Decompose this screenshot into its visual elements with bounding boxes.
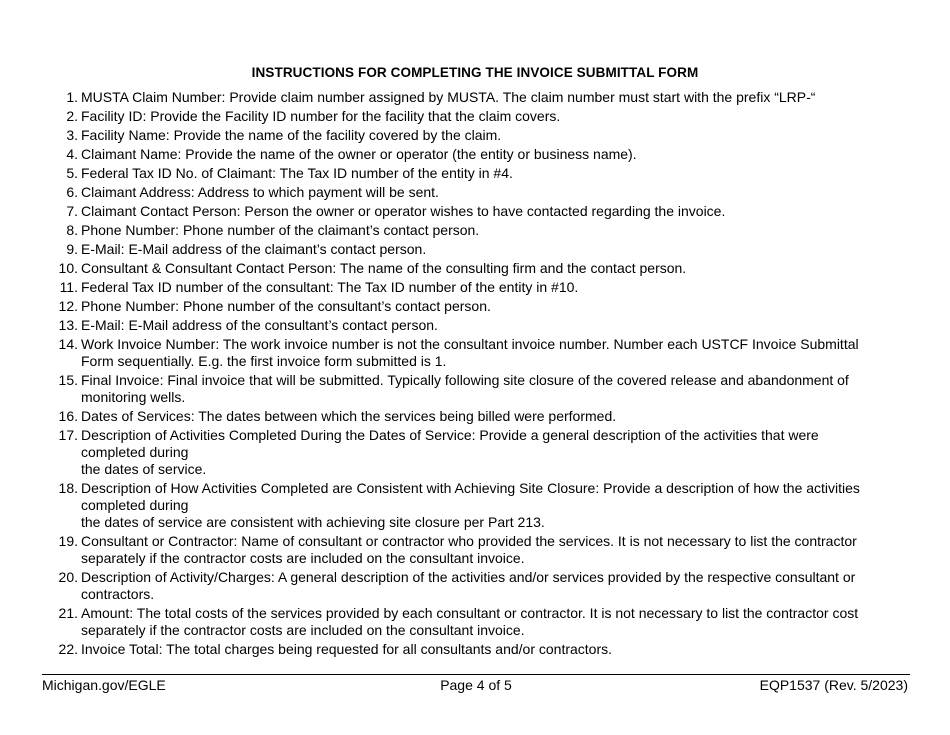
list-item (44, 108, 904, 125)
item-number: 20. (58, 569, 78, 585)
item-text: Phone Number: Phone number of the claimant’s contact person. (81, 222, 480, 238)
item-number: 12. (58, 298, 78, 314)
list-item (44, 146, 904, 163)
item-text: Description of How Activities Completed are Consistent with Achieving Site Closure: Provide a description of how the activities completed during the dates of service are consistent with achieving site closure per Part 213. (81, 480, 860, 530)
item-text: Consultant or Contractor: Name of consultant or contractor who provided the services. It is not necessary to list the contractor separately if the contractor costs are included on the consultant invoice. (81, 533, 857, 566)
item-number: 3. (66, 127, 78, 143)
list-item (44, 241, 904, 258)
instructions-list (44, 89, 904, 660)
list-item (44, 427, 904, 478)
item-text: Facility ID: Provide the Facility ID number for the facility that the claim covers. (81, 108, 561, 124)
item-number: 4. (66, 146, 78, 162)
item-number: 11. (59, 279, 78, 295)
list-item (44, 480, 904, 531)
list-item (44, 569, 904, 603)
list-item (44, 372, 904, 406)
item-text: Claimant Contact Person: Person the owner or operator wishes to have contacted regarding the invoice. (81, 203, 726, 219)
page-footer (42, 677, 910, 695)
item-text: E-Mail: E-Mail address of the consultant’s contact person. (81, 317, 438, 333)
item-text: Claimant Address: Address to which payment will be sent. (81, 184, 439, 200)
list-item (44, 127, 904, 144)
list-item (44, 184, 904, 201)
item-number: 17. (58, 427, 78, 443)
list-item (44, 89, 904, 106)
item-text: Invoice Total: The total charges being requested for all consultants and/or contractors. (81, 641, 613, 657)
item-number: 15. (58, 372, 78, 388)
list-item (44, 408, 904, 425)
item-text: Work Invoice Number: The work invoice number is not the consultant invoice number. Number each USTCF Invoice Submittal Form sequentially. E.g. the first invoice form submitted is 1. (81, 336, 859, 369)
item-text: MUSTA Claim Number: Provide claim number assigned by MUSTA. The claim number must start with the prefix “LRP-“ (81, 89, 816, 105)
list-item (44, 260, 904, 277)
item-text: Dates of Services: The dates between which the services being billed were performed. (81, 408, 617, 424)
item-number: 7. (66, 203, 78, 219)
item-text: Final Invoice: Final invoice that will be submitted. Typically following site closure of the covered release and abandonment of monitoring wells. (81, 372, 849, 405)
item-text: Facility Name: Provide the name of the facility covered by the claim. (81, 127, 502, 143)
list-item (44, 336, 904, 370)
item-text: Federal Tax ID No. of Claimant: The Tax ID number of the entity in #4. (81, 165, 513, 181)
footer-website: Michigan.gov/EGLE (42, 677, 166, 693)
item-text: Description of Activity/Charges: A general description of the activities and/or services provided by the respective consultant or contractors. (81, 569, 856, 602)
list-item (44, 605, 904, 639)
list-item (44, 165, 904, 182)
item-number: 8. (66, 222, 78, 238)
item-text: Claimant Name: Provide the name of the owner or operator (the entity or business name). (81, 146, 637, 162)
item-number: 18. (58, 480, 78, 496)
item-number: 21. (58, 605, 78, 621)
item-number: 6. (66, 184, 78, 200)
item-text: Phone Number: Phone number of the consultant’s contact person. (81, 298, 491, 314)
item-text: Amount: The total costs of the services provided by each consultant or contractor. It is not necessary to list the contractor cost separately if the contractor costs are included on the consultant invoice. (81, 605, 859, 638)
page-title: INSTRUCTIONS FOR COMPLETING THE INVOICE SUBMITTAL FORM (251, 65, 699, 80)
list-item (44, 222, 904, 239)
list-item (44, 317, 904, 334)
list-item (44, 533, 904, 567)
item-number: 10. (58, 260, 78, 276)
item-text: Description of Activities Completed During the Dates of Service: Provide a general description of the activities that were completed during the dates of service. (81, 427, 819, 477)
footer-form-number: EQP1537 (Rev. 5/2023) (759, 677, 908, 693)
item-text: Consultant & Consultant Contact Person: The name of the consulting firm and the contact person. (81, 260, 687, 276)
item-number: 22. (58, 641, 78, 657)
list-item (44, 203, 904, 220)
item-number: 2. (66, 108, 78, 124)
footer-divider (42, 674, 910, 675)
item-number: 5. (66, 165, 78, 181)
item-number: 19. (58, 533, 78, 549)
item-text: E-Mail: E-Mail address of the claimant’s contact person. (81, 241, 427, 257)
item-number: 1. (66, 89, 78, 105)
list-item (44, 641, 904, 658)
list-item (44, 279, 904, 296)
footer-page-number: Page 4 of 5 (440, 677, 512, 693)
item-number: 14. (58, 336, 78, 352)
item-number: 13. (58, 317, 78, 333)
list-item (44, 298, 904, 315)
item-number: 16. (58, 408, 78, 424)
item-text: Federal Tax ID number of the consultant: The Tax ID number of the entity in #10. (81, 279, 579, 295)
item-number: 9. (66, 241, 78, 257)
